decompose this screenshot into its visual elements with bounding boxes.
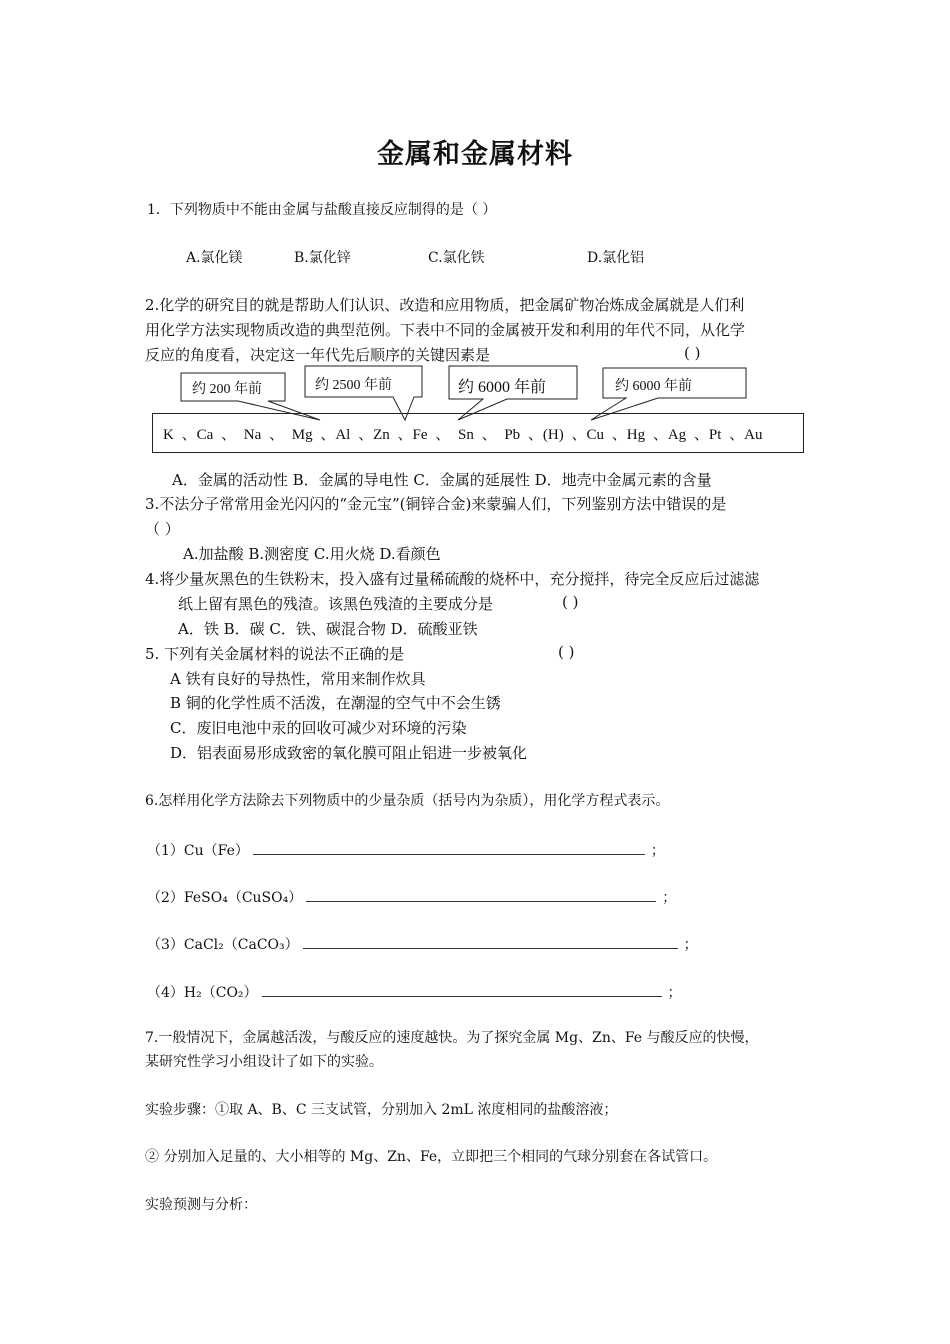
- q5-answer-paren: ( ): [558, 643, 575, 661]
- q2-answer-paren: ( ): [684, 344, 701, 362]
- callout-label-2: 约 2500 年前: [315, 378, 392, 393]
- callout-shapes: [0, 0, 950, 470]
- q1-stem: 1．下列物质中不能由金属与盐酸直接反应制得的是（ ）: [147, 202, 497, 218]
- activity-series: K 、Ca 、 Na 、 Mg 、Al 、Zn 、Fe 、 Sn 、 Pb 、(H) 、Cu 、Hg 、Ag 、Pt 、Au: [163, 427, 763, 443]
- q1-option-b: B.氯化锌: [294, 250, 351, 266]
- q2-options: A．金属的活动性 B．金属的导电性 C．金属的延展性 D．地壳中金属元素的含量: [172, 471, 712, 489]
- q5-stem: 5. 下列有关金属材料的说法不正确的是: [145, 645, 405, 663]
- q6-item-4-end: ；: [667, 985, 682, 1001]
- q6-item-4-label: （4）H₂（CO₂）: [147, 985, 258, 1001]
- q6-item-1: [147, 838, 665, 860]
- q1-option-a: A.氯化镁: [186, 250, 243, 266]
- q2-line-1: 2.化学的研究目的就是帮助人们认识、改造和应用物质，把金属矿物冶炼成金属就是人们利: [145, 296, 745, 314]
- q3-line-1: 3.不法分子常常用金光闪闪的“金元宝”(铜锌合金)来蒙骗人们，下列鉴别方法中错误的是: [145, 495, 727, 513]
- q6-item-2-end: ；: [662, 890, 677, 906]
- answer-blank-3[interactable]: [303, 932, 678, 949]
- callout-label-4: 约 6000 年前: [615, 379, 692, 394]
- q6-item-1-end: ；: [650, 843, 665, 859]
- q1-option-d: D.氯化铝: [587, 250, 645, 266]
- answer-blank-2[interactable]: [306, 885, 656, 902]
- q2-line-3: 反应的角度看，决定这一年代先后顺序的关键因素是: [145, 346, 491, 364]
- q5-option-a: A 铁有良好的导热性，常用来制作炊具: [170, 670, 426, 688]
- q5-option-c: C．废旧电池中汞的回收可减少对环境的污染: [170, 719, 467, 737]
- q4-line-2: 纸上留有黑色的残渣。该黑色残渣的主要成分是: [178, 595, 494, 613]
- q6-stem: 6.怎样用化学方法除去下列物质中的少量杂质（括号内为杂质），用化学方程式表示。: [145, 793, 670, 809]
- q1-option-c: C.氯化铁: [428, 250, 485, 266]
- q6-item-1-label: （1）Cu（Fe）: [147, 843, 249, 859]
- q5-option-d: D．铝表面易形成致密的氧化膜可阻止铝进一步被氧化: [170, 744, 528, 762]
- q5-option-b: B 铜的化学性质不活泼，在潮湿的空气中不会生锈: [170, 694, 501, 712]
- q7-step-1: 实验步骤：①取 A、B、C 三支试管，分别加入 2mL 浓度相同的盐酸溶液；: [145, 1102, 618, 1118]
- q4-line-1: 4.将少量灰黑色的生铁粉末，投入盛有过量稀硫酸的烧杯中，充分搅拌，待完全反应后过滤滤: [145, 570, 760, 588]
- page-title: 金属和金属材料: [377, 139, 573, 170]
- callout-label-1: 约 200 年前: [192, 382, 262, 397]
- q3-options: A.加盐酸 B.测密度 C.用火烧 D.看颜色: [183, 545, 441, 563]
- q6-item-2: [147, 885, 676, 907]
- q7-step-2: ② 分别加入足量的、大小相等的 Mg、Zn、Fe，立即把三个相同的气球分别套在各试管口。: [145, 1149, 718, 1165]
- q6-item-4: [147, 980, 682, 1002]
- q6-item-3: [147, 932, 698, 954]
- q4-options: A．铁 B．碳 C．铁、碳混合物 D．硫酸亚铁: [178, 620, 478, 638]
- activity-series-box: [152, 413, 804, 453]
- q2-line-2: 用化学方法实现物质改造的典型范例。下表中不同的金属被开发和利用的年代不同，从化学: [145, 321, 746, 339]
- q6-item-3-end: ；: [683, 937, 698, 953]
- q4-answer-paren: ( ): [562, 593, 579, 611]
- q3-line-2: （ ）: [145, 520, 180, 538]
- answer-blank-4[interactable]: [262, 980, 662, 997]
- q6-item-3-label: （3）CaCl₂（CaCO₃）: [147, 937, 299, 953]
- answer-blank-1[interactable]: [253, 838, 645, 855]
- q6-item-2-label: （2）FeSO₄（CuSO₄）: [147, 890, 303, 906]
- q7-analysis-heading: 实验预测与分析：: [145, 1197, 257, 1213]
- callout-label-3: 约 6000 年前: [458, 379, 547, 396]
- q7-line-1: 7.一般情况下，金属越活泼，与酸反应的速度越快。为了探究金属 Mg、Zn、Fe 与酸反应的快慢，: [145, 1030, 759, 1046]
- q7-line-2: 某研究性学习小组设计了如下的实验。: [145, 1054, 383, 1070]
